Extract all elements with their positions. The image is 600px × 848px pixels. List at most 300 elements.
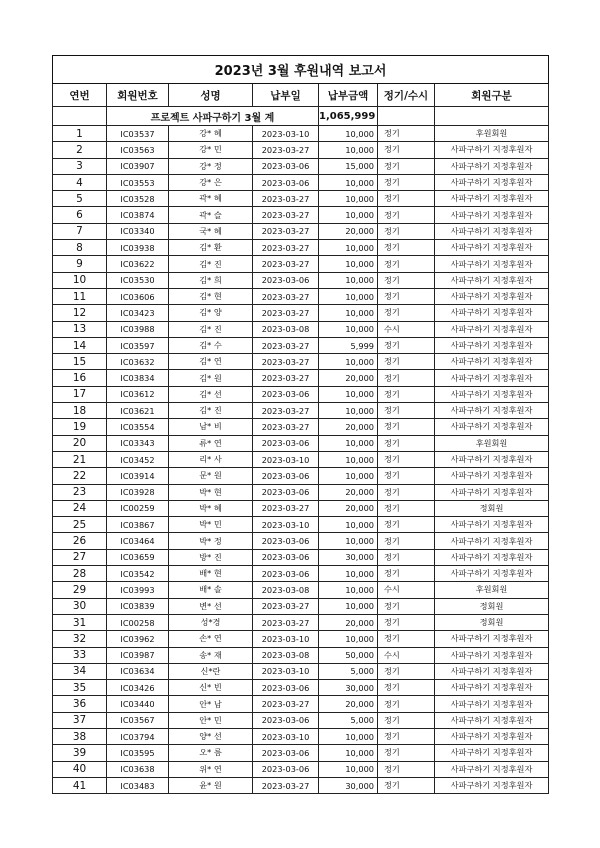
row-serial: 6 [53,207,107,223]
table-row [53,419,549,435]
row-serial: 20 [53,435,107,451]
row-frequency: 정기 [378,533,435,549]
row-frequency: 정기 [378,435,435,451]
row-member-id: IC03987 [107,647,169,663]
row-frequency: 정기 [378,680,435,696]
row-member-id: IC03621 [107,403,169,419]
row-member-id: IC03542 [107,566,169,582]
row-serial: 2 [53,142,107,158]
row-frequency: 정기 [378,728,435,744]
header-name: 성명 [169,84,253,107]
table-row [53,500,549,516]
row-frequency: 수시 [378,321,435,337]
row-name: 김* 양 [169,305,253,321]
row-pay-date: 2023-03-06 [253,435,319,451]
row-frequency: 정기 [378,158,435,174]
row-name: 방* 진 [169,549,253,565]
row-member-type: 사파구하기 지정후원자 [435,745,549,761]
row-frequency: 정기 [378,305,435,321]
row-frequency: 정기 [378,614,435,630]
row-pay-date: 2023-03-10 [253,126,319,142]
table-row [53,240,549,256]
row-amount: 5,000 [319,712,378,728]
row-frequency: 정기 [378,223,435,239]
row-name: 강* 민 [169,142,253,158]
row-member-type: 정회원 [435,598,549,614]
row-serial: 5 [53,191,107,207]
row-frequency: 정기 [378,288,435,304]
row-pay-date: 2023-03-27 [253,288,319,304]
row-amount: 10,000 [319,761,378,777]
row-member-id: IC03554 [107,419,169,435]
row-name: 김* 진 [169,403,253,419]
row-member-type: 사파구하기 지정후원자 [435,451,549,467]
row-pay-date: 2023-03-06 [253,712,319,728]
table-row [53,614,549,630]
row-name: 위* 연 [169,761,253,777]
row-name: 김* 환 [169,240,253,256]
row-member-id: IC03340 [107,223,169,239]
table-row [53,305,549,321]
row-name: 안* 민 [169,712,253,728]
row-member-type: 사파구하기 지정후원자 [435,712,549,728]
row-member-type: 사파구하기 지정후원자 [435,272,549,288]
row-serial: 9 [53,256,107,272]
row-amount: 10,000 [319,566,378,582]
row-pay-date: 2023-03-27 [253,403,319,419]
row-serial: 7 [53,223,107,239]
row-member-id: IC03537 [107,126,169,142]
header-serial: 연번 [53,84,107,107]
row-pay-date: 2023-03-06 [253,484,319,500]
row-amount: 10,000 [319,207,378,223]
table-row [53,647,549,663]
row-serial: 14 [53,337,107,353]
row-pay-date: 2023-03-10 [253,728,319,744]
row-member-id: IC03834 [107,370,169,386]
row-amount: 50,000 [319,647,378,663]
row-amount: 30,000 [319,777,378,793]
row-name: 김* 수 [169,337,253,353]
row-amount: 10,000 [319,191,378,207]
row-member-type: 사파구하기 지정후원자 [435,566,549,582]
row-name: 양* 선 [169,728,253,744]
row-name: 박* 정 [169,533,253,549]
table-row [53,174,549,190]
row-member-type: 사파구하기 지정후원자 [435,240,549,256]
row-pay-date: 2023-03-06 [253,386,319,402]
row-name: 오* 름 [169,745,253,761]
table-row [53,386,549,402]
row-member-type: 사파구하기 지정후원자 [435,468,549,484]
row-amount: 10,000 [319,288,378,304]
row-serial: 10 [53,272,107,288]
row-name: 박* 현 [169,484,253,500]
row-member-id: IC03597 [107,337,169,353]
row-amount: 10,000 [319,533,378,549]
row-member-id: IC03440 [107,696,169,712]
row-amount: 5,000 [319,663,378,679]
row-frequency: 정기 [378,598,435,614]
table-row [53,484,549,500]
table-row [53,549,549,565]
subtotal-label: 프로젝트 사파구하기 3월 계 [107,107,319,126]
report-sheet [52,55,548,794]
row-frequency: 정기 [378,631,435,647]
row-pay-date: 2023-03-06 [253,468,319,484]
row-frequency: 정기 [378,468,435,484]
row-member-type: 사파구하기 지정후원자 [435,631,549,647]
row-pay-date: 2023-03-27 [253,207,319,223]
table-row [53,468,549,484]
row-amount: 10,000 [319,174,378,190]
table-row [53,451,549,467]
row-name: 류* 연 [169,435,253,451]
row-name: 곽* 혜 [169,191,253,207]
row-pay-date: 2023-03-10 [253,517,319,533]
row-pay-date: 2023-03-08 [253,582,319,598]
row-serial: 19 [53,419,107,435]
row-serial: 34 [53,663,107,679]
row-amount: 10,000 [319,142,378,158]
table-row [53,288,549,304]
table-row [53,631,549,647]
table-row [53,696,549,712]
row-amount: 10,000 [319,468,378,484]
row-member-id: IC03426 [107,680,169,696]
row-name: 신* 빈 [169,680,253,696]
row-member-id: IC03634 [107,663,169,679]
row-member-type: 사파구하기 지정후원자 [435,533,549,549]
row-pay-date: 2023-03-27 [253,354,319,370]
row-amount: 20,000 [319,484,378,500]
row-serial: 37 [53,712,107,728]
table-row [53,370,549,386]
row-member-type: 사파구하기 지정후원자 [435,191,549,207]
row-amount: 10,000 [319,728,378,744]
row-pay-date: 2023-03-10 [253,631,319,647]
report-title: 2023년 3월 후원내역 보고서 [53,56,549,84]
row-pay-date: 2023-03-27 [253,598,319,614]
row-amount: 20,000 [319,223,378,239]
row-serial: 30 [53,598,107,614]
table-row [53,745,549,761]
table-row [53,777,549,793]
row-name: 송* 재 [169,647,253,663]
row-member-id: IC03423 [107,305,169,321]
row-frequency: 정기 [378,337,435,353]
row-pay-date: 2023-03-27 [253,337,319,353]
header-row [53,84,549,107]
row-member-id: IC03530 [107,272,169,288]
row-member-id: IC03452 [107,451,169,467]
row-amount: 10,000 [319,305,378,321]
row-serial: 38 [53,728,107,744]
row-serial: 27 [53,549,107,565]
row-member-type: 사파구하기 지정후원자 [435,484,549,500]
row-amount: 10,000 [319,321,378,337]
row-pay-date: 2023-03-27 [253,305,319,321]
row-name: 리* 사 [169,451,253,467]
row-member-id: IC03867 [107,517,169,533]
table-row [53,158,549,174]
row-pay-date: 2023-03-06 [253,158,319,174]
row-member-type: 사파구하기 지정후원자 [435,549,549,565]
header-amount: 납부금액 [319,84,378,107]
header-member-id: 회원번호 [107,84,169,107]
table-row [53,435,549,451]
row-serial: 4 [53,174,107,190]
row-serial: 13 [53,321,107,337]
row-name: 남* 비 [169,419,253,435]
row-pay-date: 2023-03-27 [253,223,319,239]
row-serial: 11 [53,288,107,304]
row-amount: 10,000 [319,745,378,761]
row-name: 변* 선 [169,598,253,614]
row-amount: 10,000 [319,354,378,370]
row-amount: 5,999 [319,337,378,353]
table-body [53,126,549,794]
table-row [53,517,549,533]
row-member-type: 사파구하기 지정후원자 [435,354,549,370]
row-member-id: IC03343 [107,435,169,451]
header-member-type: 회원구분 [435,84,549,107]
row-member-type: 사파구하기 지정후원자 [435,321,549,337]
row-member-id: IC03993 [107,582,169,598]
row-amount: 10,000 [319,256,378,272]
row-serial: 24 [53,500,107,516]
row-frequency: 정기 [378,549,435,565]
row-amount: 10,000 [319,403,378,419]
row-pay-date: 2023-03-06 [253,745,319,761]
row-frequency: 정기 [378,419,435,435]
row-serial: 18 [53,403,107,419]
row-pay-date: 2023-03-06 [253,761,319,777]
row-member-id: IC03528 [107,191,169,207]
row-member-id: IC03638 [107,761,169,777]
row-amount: 10,000 [319,451,378,467]
row-member-type: 사파구하기 지정후원자 [435,728,549,744]
row-member-id: IC00258 [107,614,169,630]
row-member-type: 사파구하기 지정후원자 [435,207,549,223]
table-row [53,566,549,582]
row-name: 강* 혜 [169,126,253,142]
row-serial: 21 [53,451,107,467]
row-frequency: 정기 [378,207,435,223]
row-amount: 10,000 [319,272,378,288]
table-row [53,256,549,272]
table-row [53,728,549,744]
subtotal-amount: 1,065,999 [319,107,378,126]
row-member-type: 사파구하기 지정후원자 [435,370,549,386]
row-name: 국* 혜 [169,223,253,239]
row-member-type: 사파구하기 지정후원자 [435,305,549,321]
row-amount: 10,000 [319,435,378,451]
row-pay-date: 2023-03-27 [253,419,319,435]
row-frequency: 정기 [378,777,435,793]
row-serial: 22 [53,468,107,484]
row-amount: 10,000 [319,582,378,598]
row-frequency: 정기 [378,500,435,516]
row-serial: 16 [53,370,107,386]
row-frequency: 정기 [378,191,435,207]
row-member-id: IC03928 [107,484,169,500]
row-member-type: 사파구하기 지정후원자 [435,680,549,696]
row-member-id: IC03567 [107,712,169,728]
row-pay-date: 2023-03-27 [253,370,319,386]
row-amount: 10,000 [319,598,378,614]
row-member-id: IC03874 [107,207,169,223]
row-frequency: 정기 [378,272,435,288]
row-name: 김* 현 [169,288,253,304]
header-frequency: 정기/수시 [378,84,435,107]
row-member-type: 사파구하기 지정후원자 [435,761,549,777]
row-frequency: 정기 [378,142,435,158]
row-frequency: 정기 [378,745,435,761]
row-member-id: IC03659 [107,549,169,565]
row-serial: 29 [53,582,107,598]
row-amount: 20,000 [319,419,378,435]
row-pay-date: 2023-03-27 [253,696,319,712]
row-member-type: 사파구하기 지정후원자 [435,663,549,679]
row-serial: 33 [53,647,107,663]
row-member-id: IC03595 [107,745,169,761]
row-pay-date: 2023-03-06 [253,272,319,288]
row-frequency: 정기 [378,696,435,712]
table-row [53,321,549,337]
row-member-type: 사파구하기 지정후원자 [435,777,549,793]
row-name: 안* 남 [169,696,253,712]
row-serial: 17 [53,386,107,402]
row-amount: 30,000 [319,549,378,565]
row-name: 손* 연 [169,631,253,647]
row-member-type: 사파구하기 지정후원자 [435,647,549,663]
row-member-id: IC03606 [107,288,169,304]
row-name: 김* 선 [169,386,253,402]
row-member-id: IC03907 [107,158,169,174]
row-frequency: 정기 [378,354,435,370]
row-member-id: IC03464 [107,533,169,549]
row-serial: 1 [53,126,107,142]
table-row [53,207,549,223]
row-serial: 26 [53,533,107,549]
row-serial: 28 [53,566,107,582]
row-member-type: 사파구하기 지정후원자 [435,223,549,239]
row-member-id: IC03622 [107,256,169,272]
row-pay-date: 2023-03-27 [253,500,319,516]
row-member-id: IC03914 [107,468,169,484]
row-member-type: 후원회원 [435,435,549,451]
row-pay-date: 2023-03-27 [253,777,319,793]
row-pay-date: 2023-03-06 [253,533,319,549]
subtotal-row [53,107,549,126]
table-row [53,191,549,207]
row-member-type: 사파구하기 지정후원자 [435,256,549,272]
row-pay-date: 2023-03-27 [253,240,319,256]
row-serial: 12 [53,305,107,321]
row-member-type: 사파구하기 지정후원자 [435,386,549,402]
row-frequency: 정기 [378,403,435,419]
row-name: 강* 정 [169,158,253,174]
row-member-id: IC03839 [107,598,169,614]
row-member-id: IC00259 [107,500,169,516]
row-member-type: 사파구하기 지정후원자 [435,174,549,190]
row-member-type: 사파구하기 지정후원자 [435,696,549,712]
row-name: 김* 진 [169,256,253,272]
row-serial: 35 [53,680,107,696]
row-member-type: 사파구하기 지정후원자 [435,158,549,174]
row-name: 배* 현 [169,566,253,582]
row-amount: 30,000 [319,680,378,696]
row-serial: 23 [53,484,107,500]
row-pay-date: 2023-03-27 [253,191,319,207]
row-frequency: 수시 [378,582,435,598]
row-name: 김* 연 [169,354,253,370]
row-member-id: IC03612 [107,386,169,402]
row-member-type: 후원회원 [435,582,549,598]
row-amount: 20,000 [319,614,378,630]
donation-table [52,55,549,794]
table-row [53,223,549,239]
row-member-type: 사파구하기 지정후원자 [435,419,549,435]
row-serial: 39 [53,745,107,761]
row-pay-date: 2023-03-27 [253,142,319,158]
row-member-id: IC03988 [107,321,169,337]
row-name: 곽* 슬 [169,207,253,223]
row-serial: 3 [53,158,107,174]
row-name: 김* 진 [169,321,253,337]
row-member-id: IC03553 [107,174,169,190]
row-frequency: 정기 [378,566,435,582]
row-pay-date: 2023-03-27 [253,614,319,630]
row-member-id: IC03962 [107,631,169,647]
row-member-id: IC03938 [107,240,169,256]
row-serial: 25 [53,517,107,533]
row-pay-date: 2023-03-08 [253,321,319,337]
row-member-type: 후원회원 [435,126,549,142]
row-amount: 15,000 [319,158,378,174]
row-serial: 31 [53,614,107,630]
row-member-type: 사파구하기 지정후원자 [435,517,549,533]
table-row [53,680,549,696]
header-pay-date: 납부일 [253,84,319,107]
row-serial: 36 [53,696,107,712]
row-pay-date: 2023-03-06 [253,549,319,565]
row-name: 문* 원 [169,468,253,484]
row-amount: 10,000 [319,240,378,256]
table-row [53,354,549,370]
table-row [53,403,549,419]
row-amount: 10,000 [319,517,378,533]
row-member-type: 정회원 [435,614,549,630]
row-amount: 20,000 [319,500,378,516]
row-name: 강* 은 [169,174,253,190]
row-amount: 10,000 [319,386,378,402]
row-member-id: IC03483 [107,777,169,793]
row-pay-date: 2023-03-06 [253,174,319,190]
row-name: 배* 솔 [169,582,253,598]
row-frequency: 수시 [378,647,435,663]
row-amount: 20,000 [319,696,378,712]
row-member-id: IC03563 [107,142,169,158]
row-member-id: IC03632 [107,354,169,370]
table-row [53,272,549,288]
row-name: 성*경 [169,614,253,630]
row-frequency: 정기 [378,256,435,272]
row-member-type: 사파구하기 지정후원자 [435,403,549,419]
row-member-type: 정회원 [435,500,549,516]
table-row [53,533,549,549]
